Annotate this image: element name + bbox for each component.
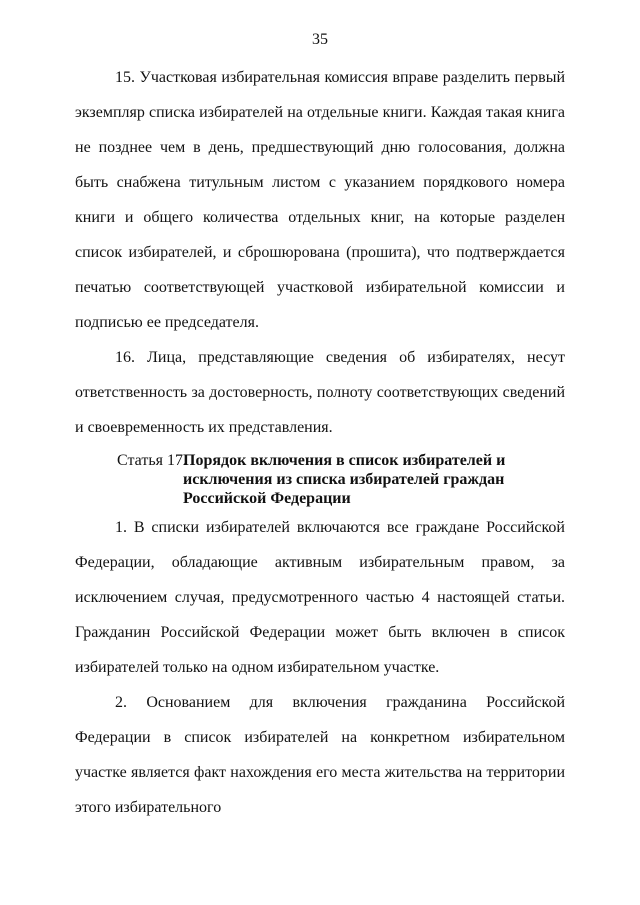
paragraph-15: 15. Участковая избирательная комиссия вправе разделить первый экземпляр списка избирателей на отдельные книги. Каждая такая книга не позднее чем в день, предшествующий дню голосования, должна быть снабжена титульным листом с указанием порядкового номера книги и общего количества отдельных книг, на которые разделен список избирателей, и сброшюрована (прошита), что подтверждается печатью соответствующей участковой избирательной комиссии и подписью ее председателя.: [75, 69, 565, 331]
paragraph-2: 2. Основанием для включения гражданина Российской Федерации в список избирателей на конкретном избирательном участке является факт нахождения его места жительства на территории этого избирательного: [75, 694, 565, 816]
article-title: Порядок включения в список избирателей и исключения из списка избирателей граждан Российской Федерации: [183, 452, 506, 507]
paragraph-1: 1. В списки избирателей включаются все граждане Российской Федерации, обладающие активным избирательным правом, за исключением случая, предусмотренного частью 4 настоящей статьи. Гражданин Российской Федерации может быть включен в список избирателей только на одном избирательном участке.: [75, 519, 565, 676]
article-number: Статья 17.: [117, 452, 187, 469]
paragraph-16: 16. Лица, представляющие сведения об избирателях, несут ответственность за достоверность, полноту соответствующих сведений и своевременность их представления.: [75, 349, 565, 436]
article-16-text-block: [75, 60, 565, 445]
article-17-text-block: [75, 510, 565, 825]
page-number: 35: [312, 31, 328, 48]
